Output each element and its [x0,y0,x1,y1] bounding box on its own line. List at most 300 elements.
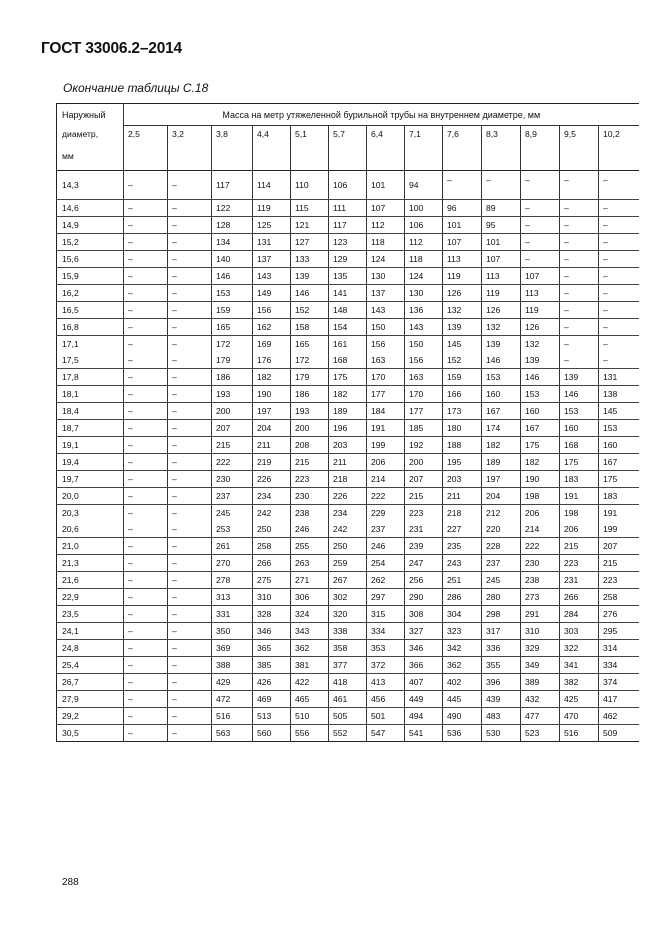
header-inner-diameter: 6,4 [367,126,405,150]
mass-value-cell: 246 [367,538,405,555]
mass-value-cell: 182 [482,437,521,454]
mass-value-cell: 139 [521,352,560,369]
mass-value-cell: 456 [367,691,405,708]
mass-value-cell: 552 [329,725,367,742]
table-row [57,251,639,268]
header-inner-diameter: 3,8 [212,126,253,150]
mass-value-cell: – [521,200,560,217]
mass-value-cell: – [560,336,599,353]
mass-value-cell: 145 [443,336,482,353]
mass-value-cell: 170 [405,386,443,403]
mass-value-cell: 320 [329,606,367,623]
mass-value-cell: 167 [599,454,639,471]
header-spacer-cell [253,149,291,171]
mass-value-cell: 125 [253,217,291,234]
mass-value-cell: 133 [291,251,329,268]
table-row [57,369,639,386]
mass-value-cell: 237 [212,488,253,505]
mass-value-cell: – [124,437,168,454]
mass-value-cell: 418 [329,674,367,691]
mass-value-cell: 154 [329,319,367,336]
mass-value-cell: 381 [291,657,329,674]
mass-value-cell: – [482,171,521,200]
mass-value-cell: 490 [443,708,482,725]
mass-value-cell: 127 [291,234,329,251]
mass-value-cell: 182 [253,369,291,386]
mass-value-cell: 200 [405,454,443,471]
outer-diameter-cell: 30,5 [57,725,124,742]
mass-value-cell: 341 [560,657,599,674]
mass-value-cell: 199 [599,521,639,538]
mass-value-cell: 226 [329,488,367,505]
mass-value-cell: 218 [329,471,367,488]
header-inner-diameter: 2,5 [124,126,168,150]
mass-value-cell: 204 [253,420,291,437]
mass-value-cell: 159 [212,302,253,319]
mass-value-cell: 153 [212,285,253,302]
mass-value-cell: – [560,268,599,285]
mass-value-cell: 122 [212,200,253,217]
table-row [57,268,639,285]
mass-value-cell: 334 [599,657,639,674]
mass-value-cell: 167 [482,403,521,420]
mass-value-cell: – [560,171,599,200]
mass-value-cell: – [168,572,212,589]
header-inner-diameter: 5,1 [291,126,329,150]
mass-value-cell: 323 [443,623,482,640]
mass-value-cell: 362 [291,640,329,657]
mass-value-cell: 135 [329,268,367,285]
mass-value-cell: 239 [405,538,443,555]
mass-value-cell: 513 [253,708,291,725]
mass-value-cell: 166 [443,386,482,403]
mass-value-cell: – [124,234,168,251]
mass-value-cell: 143 [405,319,443,336]
outer-diameter-cell: 25,4 [57,657,124,674]
mass-value-cell: 156 [405,352,443,369]
mass-value-cell: – [168,336,212,353]
mass-value-cell: – [168,386,212,403]
mass-value-cell: – [168,555,212,572]
mass-value-cell: 516 [212,708,253,725]
mass-value-cell: 179 [291,369,329,386]
mass-value-cell: 193 [291,403,329,420]
mass-value-cell: – [168,674,212,691]
mass-value-cell: – [599,251,639,268]
mass-value-cell: 199 [367,437,405,454]
header-spacer-cell [599,149,639,171]
table-row [57,572,639,589]
header-inner-diameter: 10,2 [599,126,639,150]
mass-value-cell: 107 [521,268,560,285]
table-row [57,691,639,708]
outer-diameter-cell: 14,3 [57,171,124,200]
mass-value-cell: 275 [253,572,291,589]
mass-value-cell: 256 [405,572,443,589]
mass-value-cell: – [124,555,168,572]
mass-value-cell: 262 [367,572,405,589]
mass-value-cell: 230 [521,555,560,572]
mass-value-cell: 156 [367,336,405,353]
mass-value-cell: 207 [212,420,253,437]
mass-value-cell: 250 [253,521,291,538]
outer-diameter-cell: 21,0 [57,538,124,555]
header-spacer-cell [482,149,521,171]
mass-value-cell: 266 [253,555,291,572]
mass-value-cell: 211 [253,437,291,454]
mass-value-cell: – [124,691,168,708]
mass-value-cell: – [560,251,599,268]
mass-value-cell: 160 [560,420,599,437]
mass-value-cell: 259 [329,555,367,572]
mass-value-cell: 222 [367,488,405,505]
mass-value-cell: 143 [253,268,291,285]
mass-value-cell: 190 [253,386,291,403]
mass-value-cell: 346 [405,640,443,657]
mass-value-cell: – [124,369,168,386]
mass-value-cell: 153 [599,420,639,437]
mass-value-cell: 324 [291,606,329,623]
mass-value-cell: 402 [443,674,482,691]
mass-value-cell: 107 [367,200,405,217]
mass-value-cell: 314 [599,640,639,657]
mass-value-cell: 118 [405,251,443,268]
outer-diameter-cell: 15,2 [57,234,124,251]
mass-value-cell: – [124,488,168,505]
outer-diameter-cell: 18,4 [57,403,124,420]
header-inner-diameter: 7,1 [405,126,443,150]
mass-value-cell: – [124,319,168,336]
table-row [57,403,639,420]
mass-value-cell: 203 [329,437,367,454]
mass-value-cell: 258 [599,589,639,606]
mass-value-cell: 388 [212,657,253,674]
mass-value-cell: 509 [599,725,639,742]
mass-value-cell: – [168,420,212,437]
mass-value-cell: 190 [521,471,560,488]
outer-diameter-cell: 23,5 [57,606,124,623]
mass-value-cell: – [168,725,212,742]
mass-value-cell: 206 [367,454,405,471]
mass-value-cell: 231 [560,572,599,589]
mass-value-cell: 215 [291,454,329,471]
mass-value-cell: 358 [329,640,367,657]
mass-value-cell: 280 [482,589,521,606]
mass-value-cell: 243 [443,555,482,572]
mass-value-cell: 331 [212,606,253,623]
mass-value-cell: 306 [291,589,329,606]
outer-diameter-cell: 20,6 [57,521,124,538]
table-row [57,420,639,437]
mass-value-cell: – [443,171,482,200]
mass-value-cell: – [124,268,168,285]
mass-value-cell: 469 [253,691,291,708]
mass-value-cell: – [168,606,212,623]
mass-value-cell: 175 [560,454,599,471]
mass-value-cell: 150 [367,319,405,336]
mass-value-cell: 302 [329,589,367,606]
mass-value-cell: – [124,606,168,623]
mass-value-cell: 308 [405,606,443,623]
mass-value-cell: 160 [521,403,560,420]
mass-value-cell: 163 [367,352,405,369]
mass-value-cell: 501 [367,708,405,725]
mass-value-cell: 168 [329,352,367,369]
mass-value-cell: 131 [253,234,291,251]
mass-value-cell: – [124,572,168,589]
header-spacer-cell [443,149,482,171]
mass-value-cell: – [124,471,168,488]
mass-value-cell: – [124,589,168,606]
mass-value-cell: 114 [253,171,291,200]
mass-value-cell: 432 [521,691,560,708]
mass-value-cell: – [124,251,168,268]
mass-value-cell: 304 [443,606,482,623]
table-row [57,285,639,302]
mass-value-cell: – [168,589,212,606]
mass-value-cell: – [124,454,168,471]
mass-value-cell: 494 [405,708,443,725]
mass-value-cell: 317 [482,623,521,640]
mass-value-cell: 530 [482,725,521,742]
mass-value-cell: 132 [443,302,482,319]
mass-value-cell: – [599,217,639,234]
mass-value-cell: 251 [443,572,482,589]
mass-value-cell: 200 [291,420,329,437]
mass-value-cell: 132 [482,319,521,336]
mass-value-cell: – [124,200,168,217]
mass-value-cell: 228 [482,538,521,555]
mass-value-cell: 139 [560,369,599,386]
mass-value-cell: 107 [482,251,521,268]
mass-value-cell: 198 [521,488,560,505]
mass-value-cell: 255 [291,538,329,555]
mass-value-cell: 472 [212,691,253,708]
mass-value-cell: 445 [443,691,482,708]
mass-value-cell: 465 [291,691,329,708]
mass-value-cell: – [168,488,212,505]
mass-value-cell: 253 [212,521,253,538]
header-inner-diameter: 8,3 [482,126,521,150]
mass-value-cell: – [124,640,168,657]
mass-value-cell: 286 [443,589,482,606]
header-outer-diameter-line2: диаметр, [57,126,124,150]
mass-value-cell: 177 [367,386,405,403]
mass-value-cell: 117 [212,171,253,200]
mass-value-cell: 258 [253,538,291,555]
mass-value-cell: 182 [329,386,367,403]
mass-value-cell: 219 [253,454,291,471]
mass-value-cell: 382 [560,674,599,691]
table-row [57,725,639,742]
mass-value-cell: 130 [405,285,443,302]
mass-value-cell: 207 [599,538,639,555]
mass-value-cell: 276 [599,606,639,623]
outer-diameter-cell: 20,0 [57,488,124,505]
mass-value-cell: 389 [521,674,560,691]
mass-value-cell: 329 [521,640,560,657]
mass-value-cell: 137 [367,285,405,302]
mass-value-cell: 211 [329,454,367,471]
mass-value-cell: 148 [329,302,367,319]
header-inner-diameter: 4,4 [253,126,291,150]
mass-value-cell: 182 [521,454,560,471]
mass-value-cell: 516 [560,725,599,742]
mass-value-cell: – [599,352,639,369]
mass-value-cell: – [124,171,168,200]
mass-value-cell: 161 [329,336,367,353]
mass-value-cell: 146 [560,386,599,403]
outer-diameter-cell: 26,7 [57,674,124,691]
mass-value-cell: 101 [367,171,405,200]
mass-value-cell: – [168,352,212,369]
mass-value-cell: – [124,217,168,234]
table-row [57,352,639,369]
outer-diameter-cell: 17,8 [57,369,124,386]
table-row [57,386,639,403]
mass-value-cell: 290 [405,589,443,606]
mass-value-cell: 172 [291,352,329,369]
mass-value-cell: 119 [253,200,291,217]
outer-diameter-cell: 14,6 [57,200,124,217]
mass-value-cell: 231 [405,521,443,538]
mass-per-meter-table [56,103,639,742]
mass-value-cell: 413 [367,674,405,691]
mass-value-cell: 342 [443,640,482,657]
mass-value-cell: 206 [560,521,599,538]
mass-value-cell: 169 [253,336,291,353]
mass-value-cell: 130 [367,268,405,285]
mass-value-cell: 198 [560,505,599,522]
mass-value-cell: 242 [253,505,291,522]
mass-value-cell: 374 [599,674,639,691]
mass-value-cell: 250 [329,538,367,555]
outer-diameter-cell: 21,3 [57,555,124,572]
mass-value-cell: 234 [329,505,367,522]
mass-value-cell: 338 [329,623,367,640]
mass-value-cell: 220 [482,521,521,538]
mass-value-cell: 146 [482,352,521,369]
header-spacer-cell [212,149,253,171]
mass-value-cell: 247 [405,555,443,572]
outer-diameter-cell: 27,9 [57,691,124,708]
mass-value-cell: 226 [253,471,291,488]
mass-value-cell: 152 [443,352,482,369]
mass-value-cell: 192 [405,437,443,454]
outer-diameter-cell: 17,1 [57,336,124,353]
mass-value-cell: 193 [212,386,253,403]
mass-value-cell: 134 [212,234,253,251]
outer-diameter-cell: 16,8 [57,319,124,336]
mass-value-cell: 215 [212,437,253,454]
mass-value-cell: – [168,454,212,471]
table-row [57,217,639,234]
header-spacer-cell [367,149,405,171]
mass-value-cell: – [599,336,639,353]
header-spacer-cell [521,149,560,171]
table-row [57,555,639,572]
table-row [57,437,639,454]
mass-value-cell: 132 [521,336,560,353]
mass-value-cell: 245 [482,572,521,589]
table-row [57,319,639,336]
mass-value-cell: 185 [405,420,443,437]
mass-value-cell: 334 [367,623,405,640]
mass-value-cell: 237 [367,521,405,538]
mass-value-cell: 261 [212,538,253,555]
mass-value-cell: – [124,708,168,725]
table-row [57,454,639,471]
mass-value-cell: – [599,200,639,217]
mass-value-cell: 215 [560,538,599,555]
mass-value-cell: 536 [443,725,482,742]
outer-diameter-cell: 16,5 [57,302,124,319]
mass-value-cell: 167 [521,420,560,437]
mass-value-cell: 230 [212,471,253,488]
mass-value-cell: 126 [482,302,521,319]
mass-value-cell: 117 [329,217,367,234]
mass-value-cell: 191 [560,488,599,505]
mass-value-cell: – [124,657,168,674]
header-spacer-cell [168,149,212,171]
table-row [57,657,639,674]
mass-value-cell: 172 [212,336,253,353]
mass-value-cell: 139 [482,336,521,353]
outer-diameter-cell: 16,2 [57,285,124,302]
mass-value-cell: 131 [599,369,639,386]
outer-diameter-cell: 19,7 [57,471,124,488]
mass-value-cell: 158 [291,319,329,336]
mass-value-cell: – [168,505,212,522]
mass-value-cell: – [124,386,168,403]
mass-value-cell: 191 [367,420,405,437]
mass-value-cell: 137 [253,251,291,268]
mass-value-cell: 206 [521,505,560,522]
mass-value-cell: – [168,302,212,319]
table-row [57,505,639,522]
mass-value-cell: 183 [599,488,639,505]
mass-value-cell: 429 [212,674,253,691]
mass-value-cell: 291 [521,606,560,623]
mass-value-cell: 128 [212,217,253,234]
mass-value-cell: 179 [212,352,253,369]
mass-value-cell: 328 [253,606,291,623]
mass-value-cell: – [124,725,168,742]
mass-value-cell: – [599,302,639,319]
mass-value-cell: – [168,251,212,268]
mass-value-cell: 218 [443,505,482,522]
mass-value-cell: 168 [560,437,599,454]
mass-value-cell: – [168,538,212,555]
document-title: ГОСТ 33006.2–2014 [41,40,182,57]
mass-value-cell: 223 [405,505,443,522]
mass-value-cell: 310 [253,589,291,606]
table-row [57,521,639,538]
mass-value-cell: 235 [443,538,482,555]
mass-value-cell: 126 [443,285,482,302]
mass-value-cell: 266 [560,589,599,606]
table-body [57,171,639,742]
header-inner-diameter: 3,2 [168,126,212,150]
mass-value-cell: 94 [405,171,443,200]
outer-diameter-cell: 20,3 [57,505,124,522]
table-row [57,606,639,623]
mass-value-cell: 150 [405,336,443,353]
mass-value-cell: – [124,420,168,437]
mass-value-cell: 149 [253,285,291,302]
mass-value-cell: 176 [253,352,291,369]
mass-value-cell: 197 [253,403,291,420]
